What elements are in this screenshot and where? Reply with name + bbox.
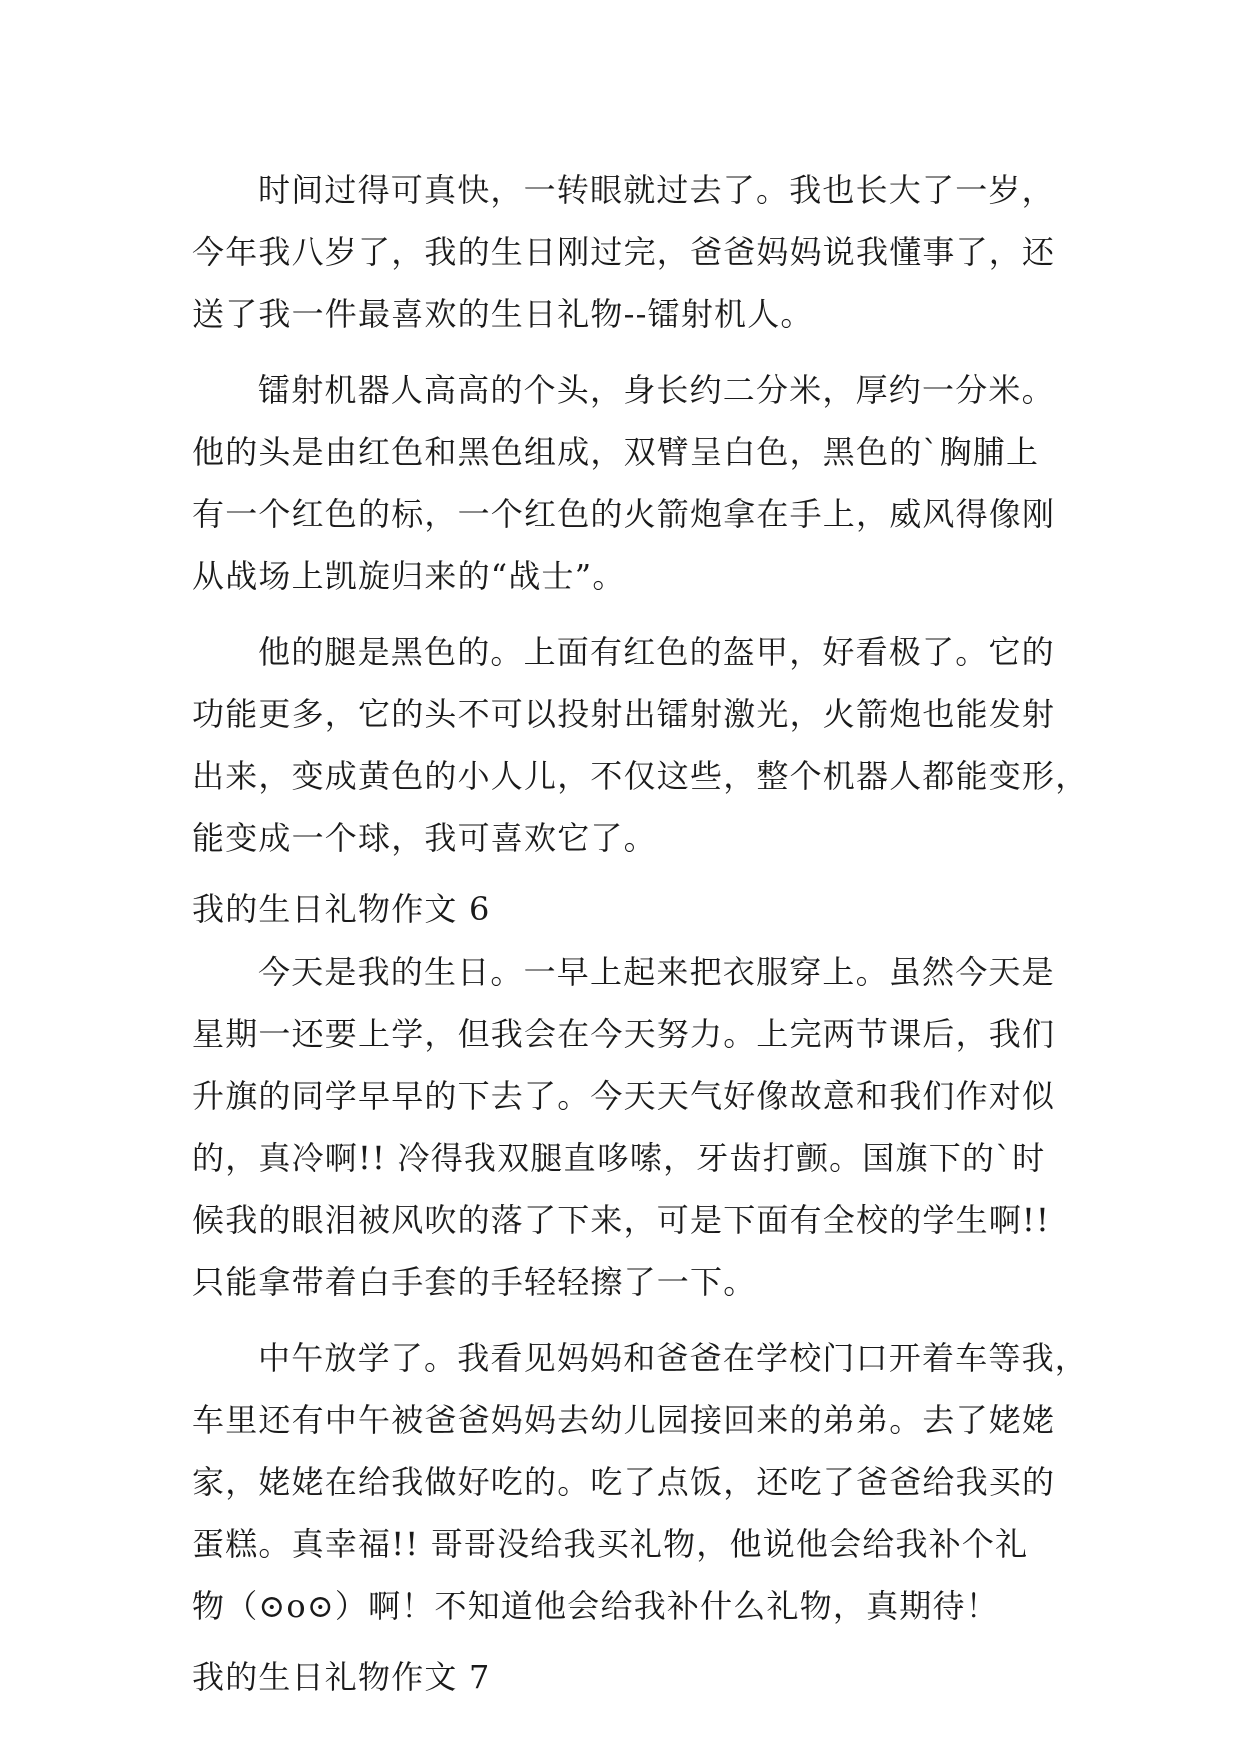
- paragraph: [192, 1327, 1089, 1637]
- document-page: [192, 159, 1089, 1709]
- section-heading: 我的生日礼物作文 6: [192, 890, 491, 928]
- text-line: 时间过得可真快，一转眼就过去了。我也长大了一岁，: [258, 171, 1055, 209]
- text-line: 能变成一个球，我可喜欢它了。: [192, 819, 657, 857]
- text-line: 中午放学了。我看见妈妈和爸爸在学校门口开着车等我，: [258, 1339, 1089, 1377]
- paragraph: [192, 159, 1072, 345]
- text-line: 星期一还要上学，但我会在今天努力。上完两节课后，我们: [192, 1015, 1056, 1053]
- text-line: 只能拿带着白手套的手轻轻擦了一下。: [192, 1263, 757, 1301]
- paragraph: [192, 941, 1072, 1313]
- text-line: 有一个红色的标，一个红色的火箭炮拿在手上，威风得像刚: [192, 495, 1056, 533]
- text-line: 功能更多，它的头不可以投射出镭射激光，火箭炮也能发射: [192, 695, 1056, 733]
- paragraph: [192, 359, 1072, 607]
- text-line: 的，真冷啊!! 冷得我双腿直哆嗦，牙齿打颤。国旗下的`时: [192, 1139, 1046, 1177]
- text-line: 升旗的同学早早的下去了。今天天气好像故意和我们作对似: [192, 1077, 1056, 1115]
- text-line: 镭射机器人高高的个头，身长约二分米，厚约一分米。: [258, 371, 1055, 409]
- text-line: 从战场上凯旋归来的“战士”。: [192, 557, 626, 595]
- text-line: 家，姥姥在给我做好吃的。吃了点饭，还吃了爸爸给我买的: [192, 1463, 1056, 1501]
- section-heading: 我的生日礼物作文 7: [192, 1658, 491, 1696]
- text-line: 今天是我的生日。一早上起来把衣服穿上。虽然今天是: [258, 953, 1055, 991]
- text-line: 物（⊙o⊙）啊！不知道他会给我补什么礼物，真期待！: [192, 1587, 999, 1625]
- text-line: 今年我八岁了，我的生日刚过完，爸爸妈妈说我懂事了，还: [192, 233, 1056, 271]
- text-line: 出来，变成黄色的小人儿，不仅这些，整个机器人都能变形，: [192, 757, 1089, 795]
- paragraph: [192, 621, 1089, 869]
- text-line: 候我的眼泪被风吹的落了下来，可是下面有全校的学生啊!!: [192, 1201, 1051, 1239]
- text-line: 他的腿是黑色的。上面有红色的盔甲，好看极了。它的: [258, 633, 1055, 671]
- text-line: 车里还有中午被爸爸妈妈去幼儿园接回来的弟弟。去了姥姥: [192, 1401, 1056, 1439]
- text-line: 送了我一件最喜欢的生日礼物--镭射机人。: [192, 295, 814, 333]
- text-line: 蛋糕。真幸福!! 哥哥没给我买礼物，他说他会给我补个礼: [192, 1525, 1029, 1563]
- text-line: 他的头是由红色和黑色组成，双臂呈白色，黑色的`胸脯上: [192, 433, 1040, 471]
